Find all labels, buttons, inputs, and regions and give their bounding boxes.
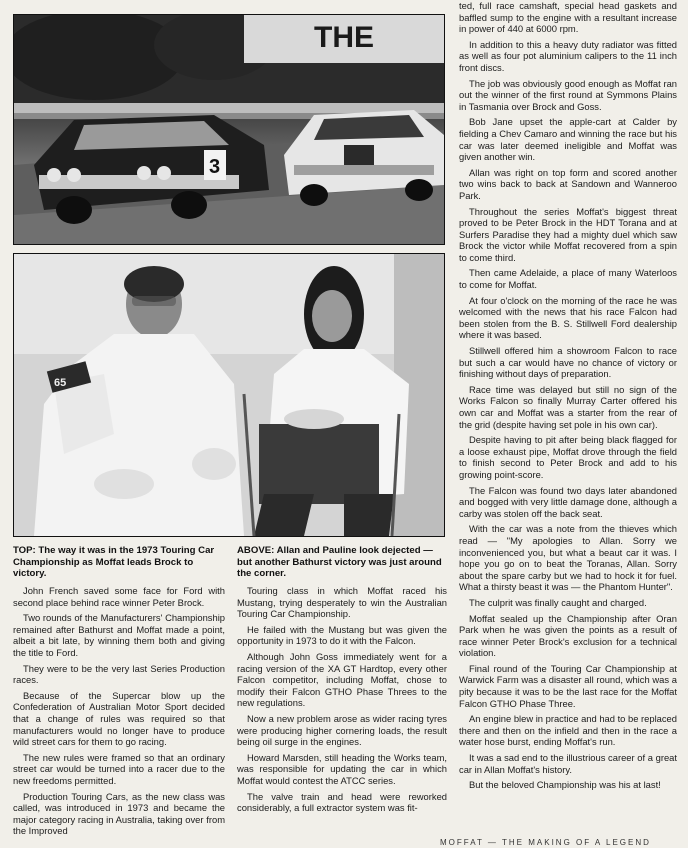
paragraph: An engine blew in practice and had to be replaced there and then on the infield and then in the race a water hose burst, ending Moffat's run. <box>459 713 677 748</box>
allan-pauline-illustration <box>14 254 444 536</box>
paragraph: The new rules were framed so that an ordinary street car would be turned into a racer due to the new freedoms permitted. <box>13 751 225 786</box>
running-footer: MOFFAT — THE MAKING OF A LEGEND <box>440 838 651 847</box>
paragraph: Race time was delayed but still no sign of the Works Falcon so finally Murray Carter offered his own car and Moffat was a starter from the rear of the grid (despite having set pole in his own car). <box>459 383 677 430</box>
paragraph: The Falcon was found two days later abandoned and bogged with very little damage done, although a carby was stolen off the back seat. <box>459 484 677 519</box>
paragraph: They were to be the very last Series Production races. <box>13 662 225 686</box>
paragraph: Bob Jane upset the apple-cart at Calder by fielding a Chev Camaro and winning the race but his car was later deemed ineligible and Moffat was given another win. <box>459 116 677 163</box>
paragraph: The valve train and head were reworked considerably, a full extractor system was fit- <box>237 790 447 814</box>
paragraph: Because of the Supercar blow up the Confederation of Australian Motor Sport decided that a change of rules was required so that manufacturers would no longer have to produce wild street cars for them to go racing. <box>13 689 225 748</box>
article-column-right <box>459 0 677 795</box>
paragraph: The job was obviously good enough as Moffat ran out the winner of the first round at Symmons Plains in Tasmania over Brock and Goss. <box>459 77 677 112</box>
paragraph: Two rounds of the Manufacturers' Championship remained after Bathurst and Moffat made a point, albeit a bit late, by winning them both and giving the title to Ford. <box>13 612 225 658</box>
caption-above-photo: ABOVE: Allan and Pauline look dejected — but another Bathurst victory was just around the corner. <box>237 545 442 579</box>
paragraph: But the beloved Championship was his at last! <box>469 779 661 791</box>
paragraph: Touring class in which Moffat raced his Mustang, trying desperately to win the Australian Touring Car Championship. <box>237 585 447 620</box>
paragraph: In addition to this a heavy duty radiator was fitted as well as four pot aluminium calipers to the 11 inch front discs. <box>459 38 677 73</box>
race-number: 3 <box>209 156 221 178</box>
paragraph: Final round of the Touring Car Championship at Warwick Farm was a disaster all round, which was a pity because it was to be the last race for the Moffat Falcon GTHO Phase Three. <box>459 662 677 709</box>
caption-top-photo: TOP: The way it was in the 1973 Touring Car Championship as Moffat leads Brock to victory. <box>13 545 215 579</box>
paragraph: It was a sad end to the illustrious career of a great car in Allan Moffat's history. <box>459 752 677 775</box>
paragraph: Stillwell offered him a showroom Falcon to race but such a car would have no chance of victory or finishing without days of preparation. <box>459 345 677 380</box>
suit-badge-number: 65 <box>54 377 67 389</box>
paragraph: Moffat sealed up the Championship after Oran Park when he was given the points as a result of race winner Peter Brock's exclusion for a technical violation. <box>459 612 677 659</box>
paragraph: ted, full race camshaft, special head gaskets and baffled sump to the engine with a resultant increase in power of 440 at 6000 rpm. <box>459 0 677 35</box>
paragraph: Then came Adelaide, a place of many Waterloos to come for Moffat. <box>459 267 677 291</box>
paragraph: The culprit was finally caught and charged. <box>469 596 647 608</box>
race-cars-photo <box>13 14 445 245</box>
race-cars-illustration <box>14 15 444 244</box>
allan-pauline-photo <box>13 253 445 537</box>
paragraph: Throughout the series Moffat's biggest threat proved to be Peter Brock in the HDT Torana and at Surfers Paradise they had a mighty duel which saw Brock the victor while Moffat recovered from a spin to come third. <box>459 205 677 263</box>
paragraph: He failed with the Mustang but was given the opportunity in 1973 to do it with the Falcon. <box>237 623 447 647</box>
article-column-left <box>13 585 225 841</box>
paragraph: John French saved some face for Ford with second place behind race winner Peter Brock. <box>13 585 225 608</box>
paragraph: With the car was a note from the thieves which read — "My apologies to Allan. Sorry we inconvenienced you, but what a beaut car it was. I hope you go on to beat the Toranas, Allan. Sorry about the spare carby but we had to hock it for fuel. What a thirsty beast it was — the Phantom Hunter". <box>459 523 677 593</box>
banner-text: THE <box>314 21 374 54</box>
paragraph: Now a new problem arose as wider racing tyres were producing higher cornering loads, the result being oil surge in the engines. <box>237 712 447 748</box>
paragraph: Although John Goss immediately went for a racing version of the XA GT Hardtop, every other Falcon competitor, including Moffat, chose to modify their Falcon GTHO Phase Threes to the new regulations. <box>237 650 447 709</box>
paragraph: Allan was right on top form and scored another two wins back to back at Sandown and Wanneroo Park. <box>459 166 677 201</box>
paragraph: Production Touring Cars, as the new class was called, was introduced in 1973 and became the major category racing in Australia, taking over from the Improved <box>13 790 225 837</box>
paragraph: Despite having to pit after being black flagged for a loose exhaust pipe, Moffat drove through the field to finish second to Peter Brock and add to his growing point-score. <box>459 434 677 480</box>
paragraph: Howard Marsden, still heading the Works team, was responsible for updating the car in which Moffat would contest the ATCC series. <box>237 751 447 786</box>
article-column-middle <box>237 585 447 818</box>
paragraph: At four o'clock on the morning of the race he was welcomed with the news that his race Falcon had been stolen from the B. S. Stillwell Ford dealership where it was based. <box>459 294 677 341</box>
